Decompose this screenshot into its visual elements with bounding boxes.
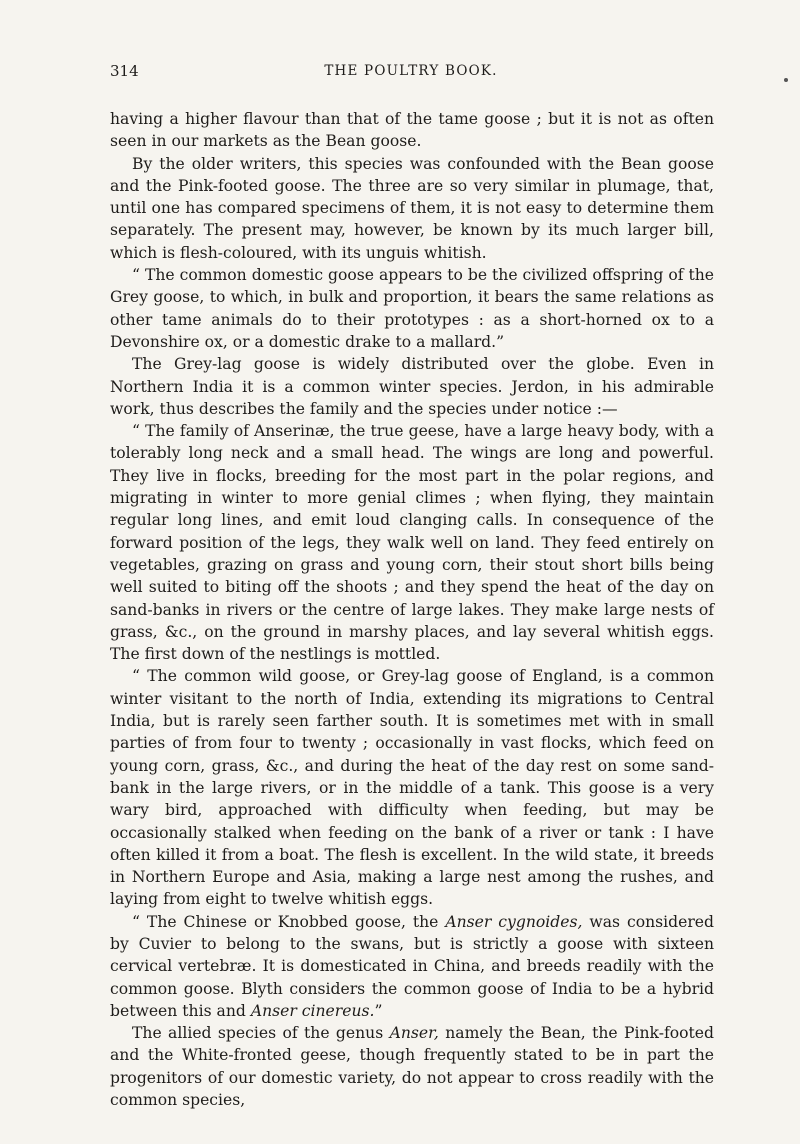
paragraph: “ The common domestic goose appears to be the civilized offspring of the Grey goose, to which, in bulk and proportion, it bears the same relations as other tame animals do to their prototypes : as a short-horned ox to a Devonshire ox, or a domestic drake to a mallard.” — [110, 266, 714, 351]
paragraph — [110, 1022, 714, 1111]
paragraph — [110, 911, 714, 1022]
body-text — [110, 108, 714, 1111]
paragraph: having a higher flavour than that of the tame goose ; but it is not as often seen in our markets as the Bean goose. — [110, 110, 714, 151]
text-run: The allied species of the genus — [132, 1024, 390, 1043]
species-name: Anser cinereus. — [250, 1001, 375, 1020]
text-run: “ The Chinese or Knobbed goose, the — [132, 912, 446, 931]
running-title: THE POULTRY BOOK. — [324, 63, 498, 79]
page-number: 314 — [110, 62, 139, 80]
genus-name: Anser, — [389, 1024, 439, 1043]
paragraph: By the older writers, this species was confounded with the Bean goose and the Pink-footed goose. The three are so very similar in plumage, that, until one has compared specimens of them, it is not easy to determine them separately. The present may, however, be known by its much larger bill, which is flesh-coloured, with its unguis whitish. — [110, 154, 714, 262]
paragraph: “ The common wild goose, or Grey-lag goose of England, is a common winter visitant to the north of India, extending its migrations to Central India, but is rarely seen farther south. It is sometimes met with in small parties of from four to twenty ; occasionally in vast flocks, which feed on young corn, grass, &c., and during the heat of the day rest on some sand-bank in the large rivers, or in the middle of a tank. This goose is a very wary bird, approached with difficulty when feeding, but may be occasionally stalked when feeding on the bank of a river or tank : I have often killed it from a boat. The flesh is excellent. In the wild state, it breeds in Northern Europe and Asia, making a large nest among the rushes, and laying from eight to twelve whitish eggs. — [110, 667, 714, 909]
text-run: namely the Bean, the Pink-footed and the White-fronted geese, though frequently stated to be in part the progenitors of our domestic variety, do not appear to cross readily with the common species, — [110, 1024, 714, 1110]
paragraph: “ The family of Anserinæ, the true geese, have a large heavy body, with a tolerably long neck and a small head. The wings are long and powerful. They live in flocks, breeding for the most part in the polar regions, and migrating in winter to more genial climes ; when flying, they maintain regular long lines, and emit loud clanging calls. In consequence of the forward position of the legs, they walk well on land. They feed entirely on vegetables, grazing on grass and young corn, their stout short bills being well suited to biting off the shoots ; and they spend the heat of the day on sand-banks in rivers or the centre of large lakes. They make large nests of grass, &c., on the ground in marshy places, and lay several whitish eggs. The first down of the nestlings is mottled. — [110, 422, 714, 664]
species-name: Anser cygnoides, — [445, 912, 583, 931]
text-run: ” — [374, 1001, 383, 1020]
page-header — [110, 62, 712, 86]
page-edge-mark — [784, 78, 788, 82]
text-run: was considered by Cuvier to belong to the swans, but is strictly a goose with sixteen cervical vertebræ. It is domesticated in China, and breeds readily with the common goose. Blyth considers the common goose of India to be a hybrid between this and — [110, 912, 715, 1020]
paragraph: The Grey-lag goose is widely distributed over the globe. Even in Northern India it is a common winter species. Jerdon, in his admirable work, thus describes the family and the species under notice :— — [110, 355, 714, 418]
